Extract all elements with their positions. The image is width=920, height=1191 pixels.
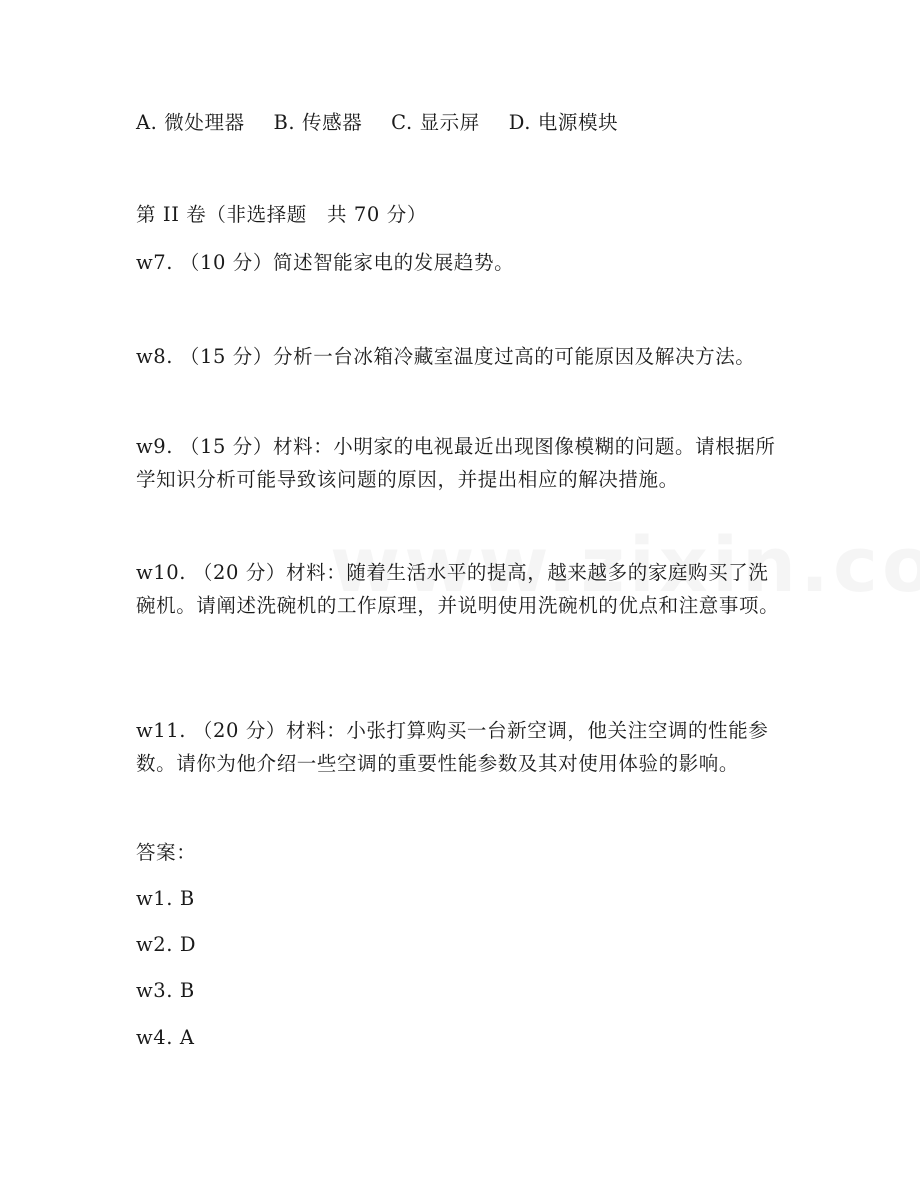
option-c: C. 显示屏: [391, 111, 480, 134]
question-w7: w7. （10 分）简述智能家电的发展趋势。: [136, 251, 515, 274]
option-b: B. 传感器: [273, 111, 363, 134]
question-w11: w11. （20 分）材料：小张打算购买一台新空调，他关注空调的性能参数。请你为他介绍一些空调的重要性能参数及其对使用体验的影响。: [136, 719, 769, 775]
answer-w2: w2. D: [136, 933, 197, 956]
question-w9: w9. （15 分）材料：小明家的电视最近出现图像模糊的问题。请根据所学知识分析可能导致该问题的原因，并提出相应的解决措施。: [136, 435, 776, 491]
answer-w4: w4. A: [136, 1026, 195, 1049]
answers-title: 答案：: [136, 841, 197, 864]
watermark: [330, 520, 920, 609]
question6-options: [136, 106, 618, 139]
answer-w1: w1. B: [136, 887, 195, 910]
option-a: A. 微处理器: [136, 111, 245, 134]
option-d: D. 电源模块: [508, 111, 619, 134]
question-w8: w8. （15 分）分析一台冰箱冷藏室温度过高的可能原因及解决方法。: [136, 345, 756, 368]
answer-w3: w3. B: [136, 979, 195, 1002]
section-header: 第 II 卷（非选择题 共 70 分）: [136, 203, 427, 226]
question-w10: w10. （20 分）材料：随着生活水平的提高，越来越多的家庭购买了洗碗机。请阐述洗碗机的工作原理，并说明使用洗碗机的优点和注意事项。: [136, 561, 780, 617]
